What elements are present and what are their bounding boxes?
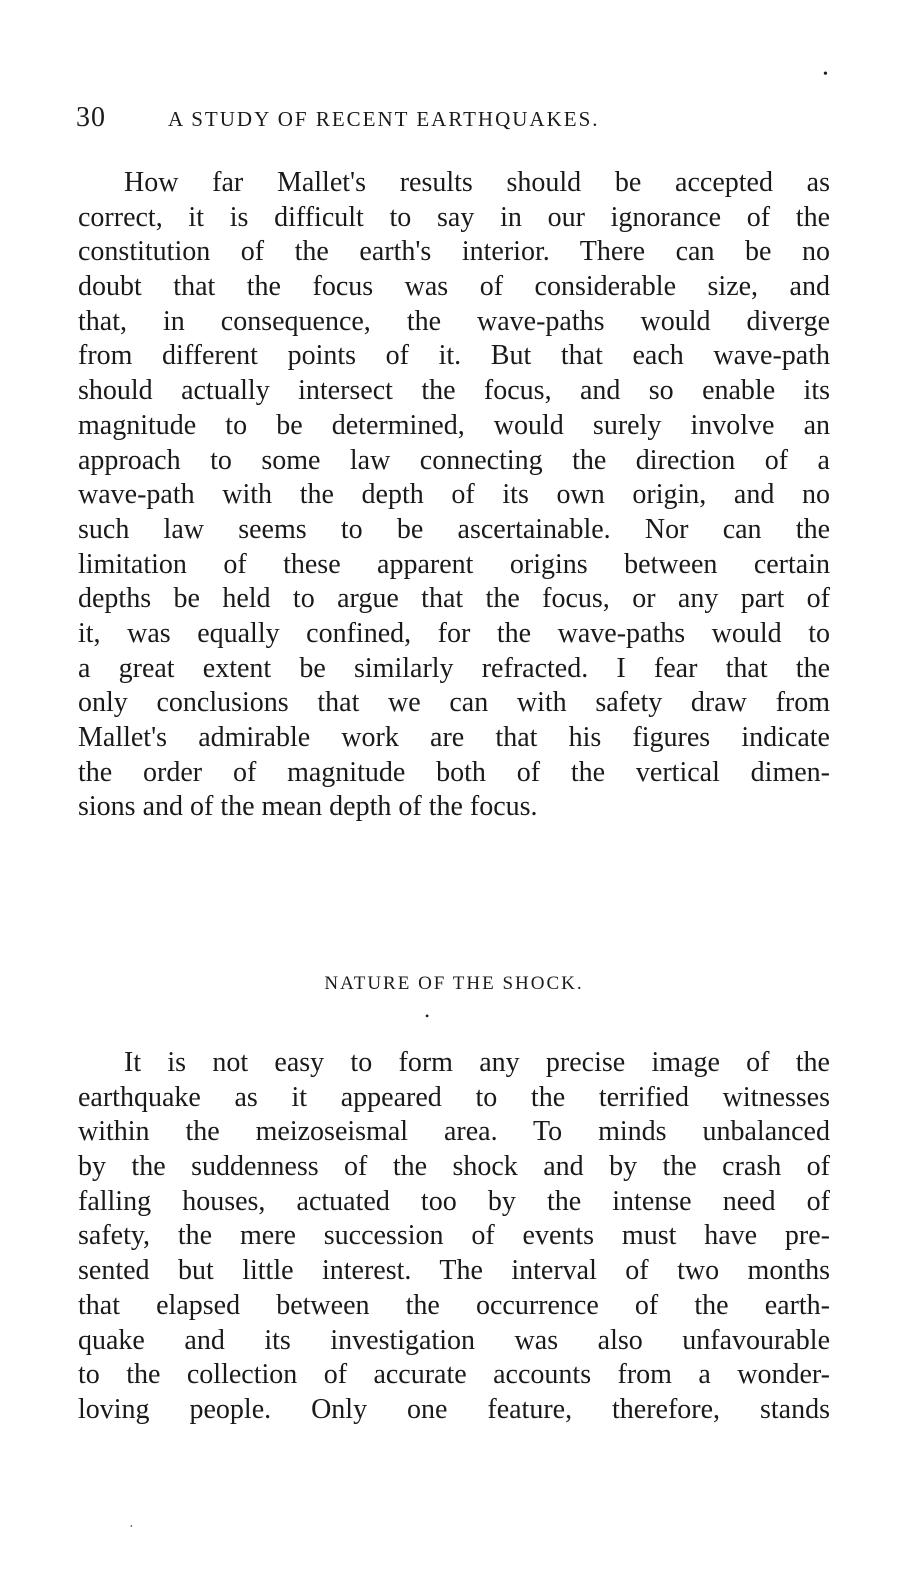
running-title: A STUDY OF RECENT EARTHQUAKES. — [168, 107, 600, 131]
text-line: doubt that the focus was of considerable size, and — [78, 271, 830, 303]
text-line: sented but little interest. The interval of two months — [78, 1255, 830, 1287]
text-line: it, was equally confined, for the wave-paths would to — [78, 617, 830, 649]
text-line: Mallet's admirable work are that his figures indicate — [78, 722, 830, 753]
text-line: should actually intersect the focus, and so enable its — [78, 375, 830, 407]
text-line: limitation of these apparent origins between certain — [78, 548, 830, 580]
ink-speck: • — [823, 67, 828, 82]
text-line: only conclusions that we can with safety draw from — [78, 687, 830, 719]
text-line: falling houses, actuated too by the intense need of — [78, 1185, 830, 1217]
section-heading: NATURE OF THE SHOCK. — [324, 973, 584, 994]
running-head — [76, 100, 836, 136]
text-line: How far Mallet's results should be accepted as — [124, 167, 830, 198]
text-line: the order of magnitude both of the vertical dimen- — [78, 756, 830, 788]
text-line: It is not easy to form any precise image of the — [124, 1047, 830, 1078]
paragraph-mallet-results — [78, 166, 830, 825]
text-line: correct, it is difficult to say in our ignorance of the — [78, 201, 830, 233]
paper-speck: • — [130, 1522, 133, 1531]
text-line: a great extent be similarly refracted. I fear that the — [78, 652, 830, 684]
text-line: depths be held to argue that the focus, or any part of — [78, 583, 830, 615]
text-line: by the suddenness of the shock and by the crash of — [78, 1151, 830, 1183]
text-line: safety, the mere succession of events must have pre- — [78, 1220, 830, 1252]
page-number: 30 — [76, 102, 106, 133]
text-line: magnitude to be determined, would surely involve an — [78, 409, 830, 441]
text-line: loving people. Only one feature, therefore, stands — [78, 1393, 830, 1425]
text-line: earthquake as it appeared to the terrified witnesses — [78, 1081, 830, 1113]
text-line: within the meizoseismal area. To minds unbalanced — [78, 1116, 830, 1148]
text-line: to the collection of accurate accounts from a wonder- — [78, 1359, 830, 1391]
text-line: sions and of the mean depth of the focus. — [78, 791, 538, 823]
paragraph-nature-of-shock — [78, 1046, 830, 1428]
section-ornament-dot: • — [425, 1009, 430, 1023]
text-line: wave-path with the depth of its own origin, and no — [78, 479, 830, 511]
text-line: that elapsed between the occurrence of the earth- — [78, 1289, 830, 1321]
text-line: approach to some law connecting the direction of a — [78, 444, 830, 476]
text-line: such law seems to be ascertainable. Nor can the — [78, 513, 830, 545]
text-line: quake and its investigation was also unfavourable — [78, 1324, 830, 1356]
text-line: constitution of the earth's interior. There can be no — [78, 236, 830, 268]
text-line: that, in consequence, the wave-paths would diverge — [78, 305, 830, 337]
text-line: from different points of it. But that each wave-path — [78, 340, 830, 372]
